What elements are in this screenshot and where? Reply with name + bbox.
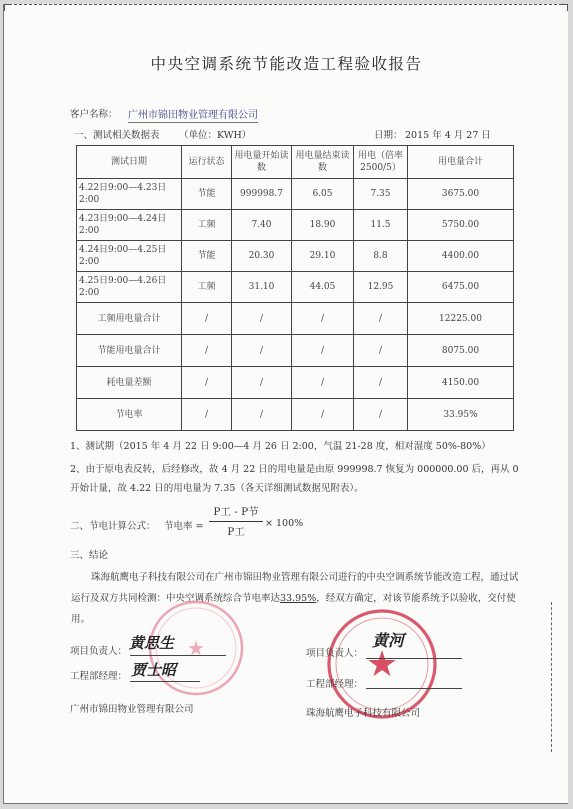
table-cell: 7.35: [354, 179, 408, 210]
formula-suffix: × 100%: [265, 518, 304, 529]
conclusion-text: ，经双方确定，对该节能系统予以验收，交付使用。: [71, 593, 516, 625]
summary-label: 工频用电量合计: [77, 303, 182, 335]
summary-value: 12225.00: [408, 303, 514, 335]
signature-line: [366, 658, 462, 659]
table-cell: /: [354, 335, 408, 367]
table-row: [77, 210, 514, 241]
table-row: [77, 272, 514, 303]
table-cell: 6475.00: [408, 272, 514, 303]
right-company: 珠海航鹰电子科技有限公司: [306, 708, 421, 719]
right-pm-label: 项目负责人：: [306, 648, 364, 659]
left-pm-label: 项目负责人：: [70, 646, 128, 657]
table-row: [77, 241, 514, 272]
summary-row: [77, 399, 514, 431]
left-company: 广州市锦田物业管理有限公司: [70, 704, 194, 715]
right-pm-signature: 黄河: [372, 631, 405, 650]
table-cell: /: [232, 303, 292, 335]
table-header-row: [77, 146, 514, 179]
svg-text:★: ★: [365, 644, 399, 685]
table-cell: 5750.00: [408, 210, 514, 241]
table-cell: /: [354, 399, 408, 431]
table-cell: /: [292, 399, 354, 431]
left-eng-signature: 贾士昭: [131, 661, 177, 679]
seal-icon: [326, 608, 438, 720]
unit-label: （单位：KWH）: [179, 130, 252, 141]
savings-rate: 33.95%: [280, 593, 317, 604]
table-cell: 31.10: [232, 272, 292, 303]
summary-value: 8075.00: [408, 335, 514, 367]
table-cell: 7.40: [232, 210, 292, 241]
column-header: 用电量结束读数: [292, 146, 354, 179]
table-cell: 节能: [182, 179, 232, 210]
table-cell: /: [292, 335, 354, 367]
left-eng-label: 工程部经理：: [70, 671, 128, 682]
table-cell: 29.10: [292, 241, 354, 272]
summary-label: 节电率: [77, 399, 182, 431]
table-cell: 6.05: [292, 179, 354, 210]
formula-fraction: [209, 504, 263, 539]
table-cell: 工频: [182, 272, 232, 303]
scan-border: [4, 4, 567, 13]
crop-mark: [4, 4, 11, 11]
formula-numerator: P工 - P节: [209, 504, 263, 522]
left-pm-signature: 黄思生: [129, 634, 175, 652]
column-header: 用电量合计: [408, 146, 514, 179]
right-eng-label: 工程部经理：: [306, 679, 364, 690]
table-cell: 4.23日9:00—4.24日2:00: [77, 210, 182, 241]
company-seal-right: [326, 608, 438, 720]
column-header: 测试日期: [77, 146, 182, 179]
table-cell: 4.25日9:00—4.26日2:00: [77, 272, 182, 303]
table-cell: /: [182, 303, 232, 335]
table-cell: 工频: [182, 210, 232, 241]
table-cell: /: [232, 399, 292, 431]
column-header: 用电量开始读数: [232, 146, 292, 179]
svg-text:★: ★: [187, 636, 205, 660]
summary-value: 33.95%: [408, 399, 514, 431]
table-cell: /: [292, 367, 354, 399]
formula-label: 节电率 =: [164, 521, 204, 532]
summary-label: 节能用电量合计: [77, 335, 182, 367]
section1-heading: 一、测试相关数据表: [74, 130, 160, 141]
table-cell: 44.05: [292, 272, 354, 303]
formula-denominator: P工: [227, 526, 245, 538]
page-edge-mark: [551, 602, 553, 752]
table-cell: /: [232, 335, 292, 367]
client-label: 客户名称：: [70, 109, 118, 120]
table-cell: 节能: [182, 241, 232, 272]
summary-label: 耗电量差额: [77, 367, 182, 399]
table-cell: /: [232, 367, 292, 399]
table-cell: 12.95: [354, 272, 408, 303]
note-2-line2: 开始计量，故 4.22 日的用电量为 7.35（各天详细测试数据见附表）。: [70, 483, 364, 494]
date-label: 日期：: [374, 130, 403, 141]
client-name: 广州市锦田物业管理有限公司: [128, 106, 258, 123]
table-row: [77, 179, 514, 210]
table-cell: 4400.00: [408, 241, 514, 272]
note-1: 1、测试期（2015 年 4 月 22 日 9:00—4 月 26 日 2:00，气温 21-28 度，相对湿度 50%-80%）: [70, 441, 491, 452]
table-cell: /: [354, 367, 408, 399]
conclusion-paragraph: [71, 567, 526, 630]
signature-line: [366, 688, 462, 689]
table-cell: 4.24日9:00—4.25日2:00: [77, 241, 182, 272]
signature-line: [130, 655, 226, 656]
table-cell: 20.30: [232, 241, 292, 272]
table-cell: 3675.00: [408, 179, 514, 210]
table-cell: /: [182, 335, 232, 367]
note-2-line1: 2、由于原电表反转，后经修改，故 4 月 22 日的用电量是由原 999998.7 恢复为 000000.00 后，再从 0: [70, 464, 519, 475]
table-cell: 18.90: [292, 210, 354, 241]
column-header: 用电（倍率2500/5）: [354, 146, 408, 179]
column-header: 运行状态: [182, 146, 232, 179]
signature-line: [130, 681, 200, 682]
table-cell: 4.22日9:00—4.23日2:00: [77, 179, 182, 210]
summary-row: [77, 335, 514, 367]
table-cell: 999998.7: [232, 179, 292, 210]
table-cell: /: [182, 399, 232, 431]
table-cell: /: [354, 303, 408, 335]
table-cell: /: [182, 367, 232, 399]
summary-value: 4150.00: [408, 367, 514, 399]
crop-mark: [561, 4, 568, 11]
document-title: 中央空调系统节能改造工程验收报告: [150, 55, 423, 73]
table-cell: /: [292, 303, 354, 335]
document-page: [3, 4, 568, 804]
section3-heading: 三、结论: [70, 550, 109, 561]
table-cell: 8.8: [354, 241, 408, 272]
conclusion-text: 珠海航鹰电子科技有限公司在广州市锦田物业管理有限公司进行的中央空调系统节能改造工程，通过试运行及双方共同检测：中央空调系统综合节电率达: [71, 572, 519, 604]
date-value: 2015 年 4 月 27 日: [405, 130, 491, 141]
summary-row: [77, 303, 514, 335]
section2-heading: 二、节电计算公式：: [70, 521, 156, 532]
table-cell: 11.5: [354, 210, 408, 241]
test-data-table: [76, 145, 514, 431]
summary-row: [77, 367, 514, 399]
